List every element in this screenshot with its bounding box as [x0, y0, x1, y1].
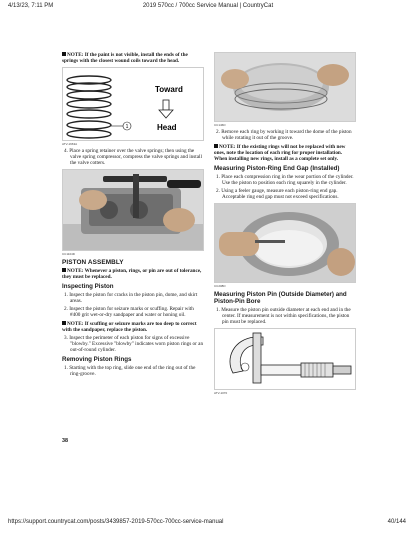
label-head: Head	[157, 123, 177, 132]
cylinder-head-photo	[63, 170, 204, 251]
note-bullet-icon	[62, 268, 66, 272]
note-scuffing-text: NOTE: If scuffing or seizure marks are too deep to correct with the sandpaper, replace the piston.	[62, 321, 197, 333]
piston-ring-photo	[215, 53, 356, 122]
label-toward: Toward	[155, 85, 183, 94]
figure-ring-removal-photo	[214, 52, 356, 122]
figure-valve-compressor-photo	[62, 169, 204, 251]
print-url: https://support.countrycat.com/posts/3439857-2019-570cc-700cc-service-manual	[8, 519, 224, 525]
note-bullet-icon	[62, 52, 66, 56]
callout-number: 1	[125, 124, 129, 130]
step-feeler-gauge: 2. Using a feeler gauge, measure each piston-ring end gap. Acceptable ring end gap must not exceed specifications.	[216, 188, 339, 200]
step-remove-top-ring: 1. Starting with the top ring, slide one end of the ring out of the ring-groove.	[64, 365, 196, 377]
note-bullet-icon	[214, 144, 218, 148]
heading-piston-pin: Measuring Piston Pin (Outside Diameter) and Piston-Pin Bore	[214, 291, 347, 305]
heading-ring-end-gap: Measuring Piston-Ring End Gap (Installed)	[214, 165, 340, 172]
micrometer-illustration	[215, 329, 356, 390]
figure-caption: CC208D	[214, 284, 226, 288]
step-spring-retainer: 4. Place a spring retainer over the valve springs; then using the valve spring compressor, compress the valve springs and install the valve cotters.	[64, 148, 202, 166]
print-page-title: 2019 570cc / 700cc Service Manual | CountryCat	[142, 3, 274, 9]
note-existing-rings-text: NOTE: If the existing rings will not be replaced with new ones, note the location of each ring for proper installation. When installing new rings, install as a complete set only.	[214, 144, 346, 162]
note-bullet-icon	[62, 321, 66, 325]
note-paint	[62, 52, 204, 64]
manual-page	[58, 52, 360, 462]
heading-inspecting-piston: Inspecting Piston	[62, 283, 114, 290]
heading-piston-assembly: PISTON ASSEMBLY	[62, 259, 124, 266]
valve-spring-illustration	[63, 68, 204, 141]
step-remove-each-ring: 2. Remove each ring by working it toward the dome of the piston while rotating it out of the groove.	[216, 129, 352, 141]
figure-caption: CC1104D	[62, 252, 75, 256]
note-tolerance-text: NOTE: Whenever a piston, rings, or pin are out of tolerance, they must be replaced.	[62, 268, 202, 280]
page-number: 38	[62, 438, 68, 444]
browser-print-header	[0, 3, 416, 13]
step-place-ring: 1. Place each compression ring in the wear portion of the cylinder. Use the piston to position each ring squarely in the cylinder.	[216, 174, 354, 186]
figure-caption: CC146D	[214, 123, 226, 127]
step-inspect-cracks: 1. Inspect the piston for cracks in the piston pin, dome, and skirt areas.	[64, 292, 198, 304]
figure-caption: ATV-1070	[214, 391, 228, 395]
print-datetime: 4/13/23, 7:11 PM	[8, 3, 54, 9]
figure-feeler-gauge-photo	[214, 203, 356, 283]
heading-removing-rings: Removing Piston Rings	[62, 356, 132, 363]
note-paint-text: NOTE: If the paint is not visible, install the ends of the springs with the closest wound coils toward the head.	[62, 52, 188, 64]
note-tolerance	[62, 268, 204, 280]
left-column	[62, 52, 204, 377]
figure-valve-spring	[62, 67, 204, 141]
right-column	[214, 52, 356, 395]
print-page-count: 40/144	[387, 519, 406, 525]
note-scuffing	[62, 321, 204, 333]
cylinder-bore-photo	[215, 204, 356, 283]
step-inspect-seizure: 2. Inspect the piston for seizure marks or scuffing. Repair with #400 grit wet-or-dry sandpaper and water or honing oil.	[64, 306, 194, 318]
step-measure-pin: 1. Measure the piston pin outside diameter at each end and in the center. If measurement is not within specifications, the piston pin must be replaced.	[216, 307, 351, 325]
note-existing-rings	[214, 144, 356, 162]
figure-caption: ATV-1663A	[62, 142, 78, 146]
browser-print-footer	[0, 519, 416, 529]
step-inspect-blowby: 3. Inspect the perimeter of each piston for signs of excessive "blowby." Excessive "blowby" indicates worn piston rings or an out-of-round cylinder.	[64, 335, 204, 353]
figure-micrometer	[214, 328, 356, 390]
